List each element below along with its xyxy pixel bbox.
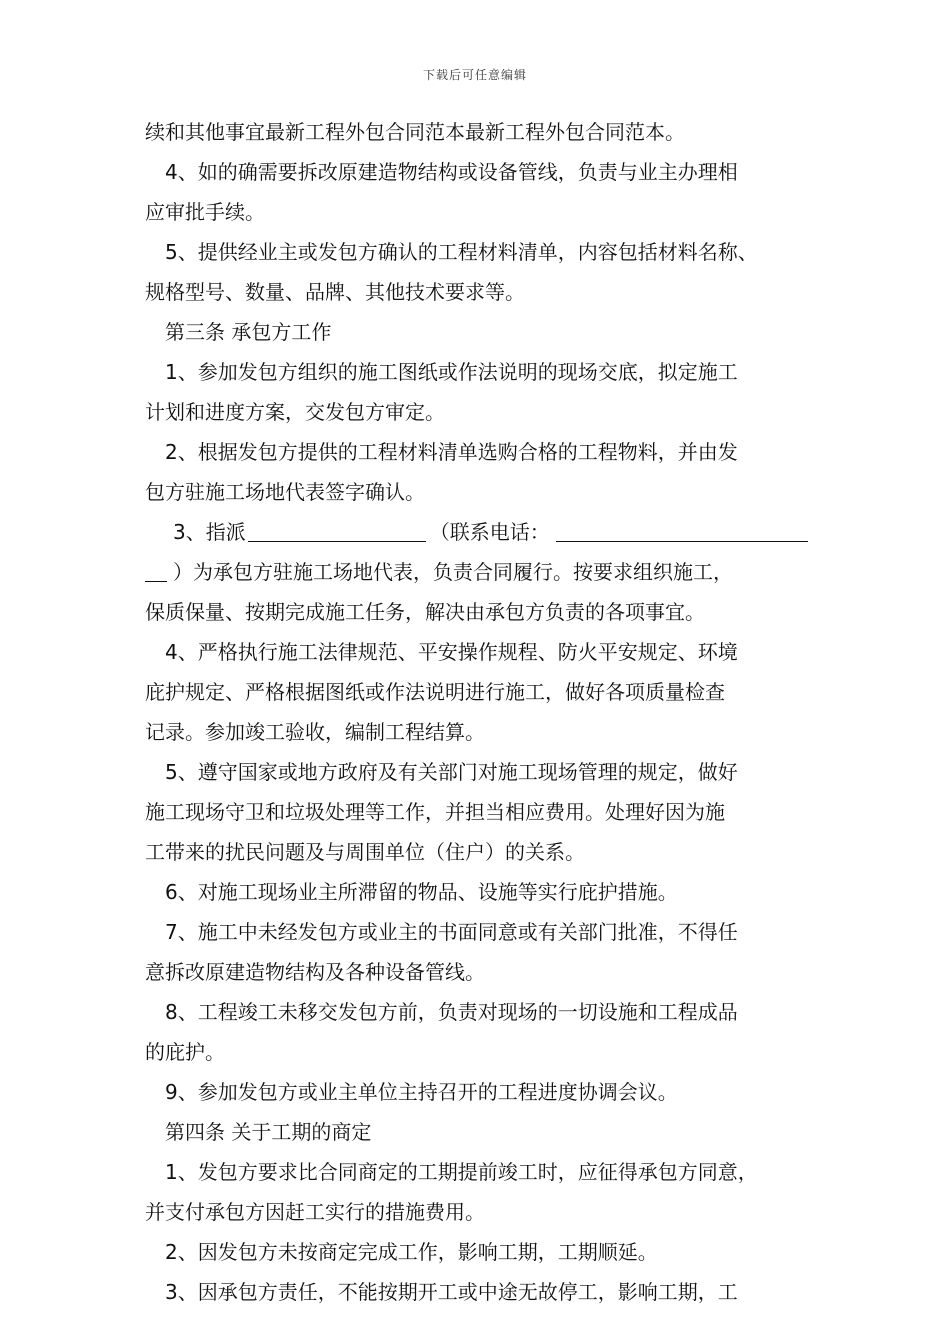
section-heading: 第四条 关于工期的商定 [165,1120,372,1144]
section-heading: 第三条 承包方工作 [165,320,332,344]
document-body [145,112,825,1312]
clause-line: 6、对施工现场业主所滞留的物品、设施等实行庇护措施。 [165,880,678,904]
contact-phone-blank [556,515,808,542]
representative-name-blank [248,515,426,542]
clause-line: 1、发包方要求比合同商定的工期提前竣工时，应征得承包方同意， [165,1160,758,1184]
clause-line: 1、参加发包方组织的施工图纸或作法说明的现场交底，拟定施工 [165,360,738,384]
fill-line-continued [145,552,825,592]
clause-line: 8、工程竣工未移交发包方前，负责对现场的一切设施和工程成品 [165,1000,738,1024]
body-line: 施工现场守卫和垃圾处理等工作，并担当相应费用。处理好因为施 [145,800,725,824]
fill-suffix: ）为承包方驻施工场地代表，负责合同履行。按要求组织施工， [173,560,733,584]
body-line: 保质保量、按期完成施工任务，解决由承包方负责的各项事宜。 [145,600,705,624]
fill-prefix: 3、指派 [173,520,246,544]
body-line: 意拆改原建造物结构及各种设备管线。 [145,960,485,984]
body-line: 工带来的扰民问题及与周围单位（住户）的关系。 [145,840,585,864]
clause-line: 4、严格执行施工法律规范、平安操作规程、防火平安规定、环境 [165,640,738,664]
body-line: 续和其他事宜最新工程外包合同范本最新工程外包合同范本。 [145,120,685,144]
body-line: 庇护规定、严格根据图纸或作法说明进行施工，做好各项质量检查 [145,680,725,704]
clause-line: 4、如的确需要拆改原建造物结构或设备管线，负责与业主办理相 [165,160,738,184]
body-line: 规格型号、数量、品牌、其他技术要求等。 [145,280,525,304]
body-line: 记录。参加竣工验收，编制工程结算。 [145,720,485,744]
fill-line [145,512,825,552]
clause-line: 7、施工中未经发包方或业主的书面同意或有关部门批准，不得任 [165,920,738,944]
clause-line: 2、因发包方未按商定完成工作，影响工期，工期顺延。 [165,1240,658,1264]
page-header-note: 下载后可任意编辑 [422,68,527,82]
clause-line: 5、遵守国家或地方政府及有关部门对施工现场管理的规定，做好 [165,760,738,784]
body-line: 并支付承包方因赶工实行的措施费用。 [145,1200,485,1224]
body-line: 应审批手续。 [145,200,265,224]
clause-line: 5、提供经业主或发包方确认的工程材料清单，内容包括材料名称、 [165,240,758,264]
clause-line: 9、参加发包方或业主单位主持召开的工程进度协调会议。 [165,1080,678,1104]
clause-line: 3、因承包方责任，不能按期开工或中途无故停工，影响工期，工 [165,1280,738,1304]
body-line: 计划和进度方案，交发包方审定。 [145,400,445,424]
contact-phone-blank-end [145,555,167,582]
clause-line: 2、根据发包方提供的工程材料清单选购合格的工程物料，并由发 [165,440,738,464]
body-line: 包方驻施工场地代表签字确认。 [145,480,425,504]
body-line: 的庇护。 [145,1040,225,1064]
fill-middle: （联系电话： [429,520,550,544]
